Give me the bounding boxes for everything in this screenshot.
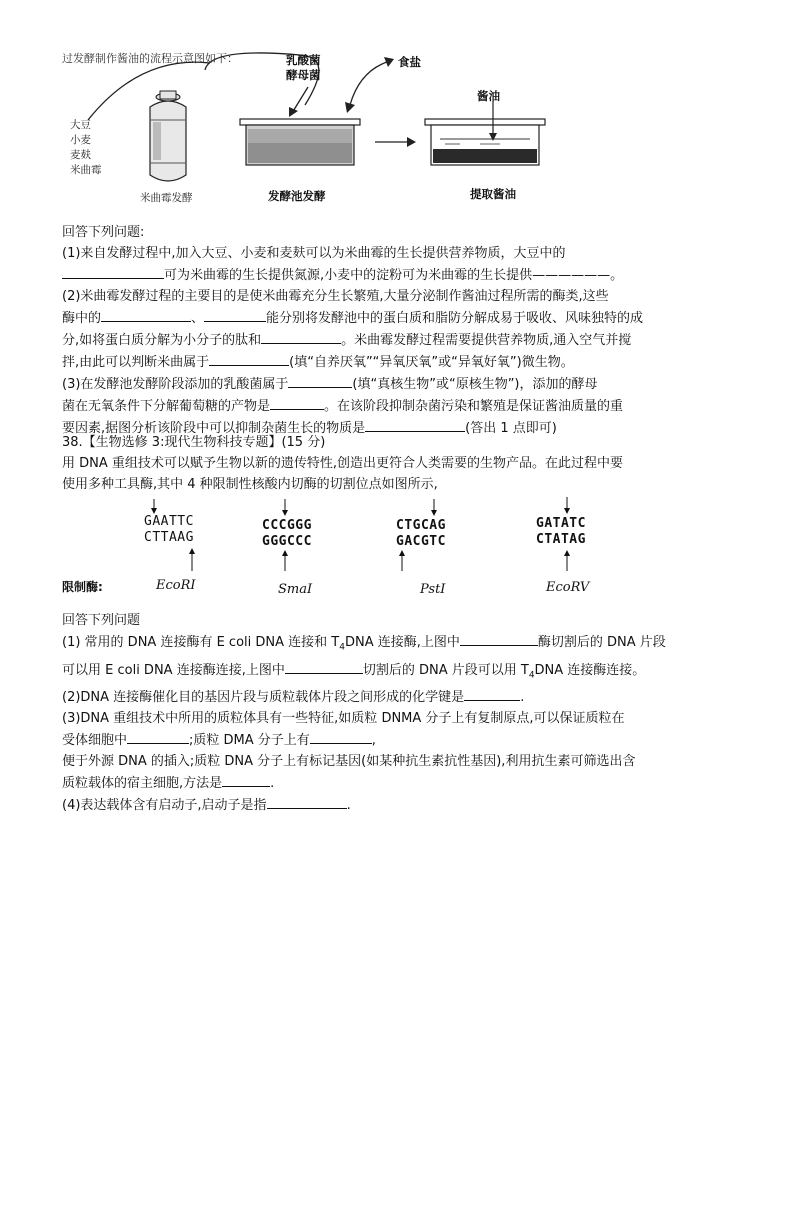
answer-blank[interactable] [204, 307, 266, 322]
q37-line5: 分,如将蛋白质分解为小分子的肽和 。米曲霉发酵过程需要提供营养物质,通入空气并搅 [62, 329, 762, 351]
seq-bottom: GGGCCC [262, 534, 312, 549]
answer-blank[interactable] [464, 686, 520, 701]
seq-top: GATATC [536, 516, 586, 531]
question-37 [62, 222, 762, 439]
q38-a7: 质粒载体的宿主细胞,方法是 . [62, 772, 762, 794]
q38-title: 38.【生物选修 3:现代生物科技专题】(15 分) [62, 435, 326, 450]
answer-blank[interactable] [288, 373, 352, 388]
answer-blank[interactable] [209, 351, 289, 366]
q37-line1: (1)来自发酵过程中,加入大豆、小麦和麦麸可以为米曲霉的生长提供营养物质，大豆中的 [62, 246, 566, 261]
seq-bottom: CTTAAG [144, 530, 194, 545]
enzyme-prefix: 限制酶: [62, 580, 103, 594]
input-wheat: 小麦 [70, 134, 91, 146]
q38-para1: 用 DNA 重组技术可以赋予生物以新的遗传特性,创造出更符合人类需要的生物产品。在此过程中要 [62, 456, 624, 471]
q37-line9: 要因素,据图分析该阶段中可以抑制杂菌生长的物质是 (答出 1 点即可) [62, 417, 762, 439]
answer-blank[interactable] [127, 729, 189, 744]
q37-line6: 拌,由此可以判断米曲属于 (填“自养厌氧”“异氧厌氧”或“异氧好氧”)微生物。 [62, 351, 762, 373]
answer-blank[interactable] [101, 307, 191, 322]
answer-blank[interactable] [261, 329, 341, 344]
answer-blank[interactable] [222, 772, 270, 787]
q37-intro: 回答下列问题: [62, 225, 145, 240]
seq-bottom: GACGTC [396, 534, 446, 549]
pool-label: 发酵池发酵 [268, 189, 326, 203]
question-38-body [62, 610, 762, 816]
input-soybean: 大豆 [70, 119, 91, 131]
seq-top: CCCGGG [262, 518, 312, 533]
q37-line7: (3)在发酵池发酵阶段添加的乳酸菌属于 (填“真核生物”或“原核生物”)，添加的酵母 [62, 373, 762, 395]
answer-blank[interactable] [285, 659, 363, 674]
ferment-label: 米曲霉发酵 [140, 192, 193, 204]
fermenter-tank [150, 91, 186, 181]
q38-a4: (3)DNA 重组技术中所用的质粒体具有一些特征,如质粒 DNMA 分子上有复制原点,可以保证质粒在 [62, 711, 625, 727]
seq-top: CTGCAG [396, 518, 446, 533]
q38-a3: (2)DNA 连接酶催化目的基因片段与质粒载体片段之间形成的化学键是 . [62, 686, 762, 708]
extract-label: 提取酱油 [470, 187, 516, 201]
answer-blank[interactable] [310, 729, 372, 744]
salt-label: 食盐 [398, 55, 421, 69]
answer-blank[interactable] [270, 395, 324, 410]
q38-a6: 便于外源 DNA 的插入;质粒 DNA 分子上有标记基因(如某种抗生素抗性基因),利用抗生素可筛选出含 [62, 754, 636, 770]
question-38-header [62, 432, 762, 495]
input-aspergillus: 米曲霉 [70, 164, 102, 176]
microbe-lactic: 乳酸菌 [286, 53, 321, 67]
answer-blank[interactable] [460, 631, 538, 646]
fermentation-pool [240, 119, 360, 165]
enzyme-name-psti: PstI [420, 582, 446, 597]
q38-a5: 受体细胞中 ;质粒 DMA 分子上有 , [62, 729, 762, 751]
q38-intro: 回答下列问题 [62, 613, 141, 628]
microbe-yeast: 酵母菌 [286, 68, 321, 82]
answer-blank[interactable] [62, 264, 164, 279]
q38-a1: (1) 常用的 DNA 连接酶有 E coli DNA 连接和 $T_4DNA$ 连接酶,上图中 酶切割后的 DNA 片段 [62, 631, 762, 659]
q38-para2: 使用多种工具酶,其中 4 种限制性核酸内切酶的切割位点如图所示, [62, 477, 438, 492]
seq-top: GAATTC [144, 514, 194, 529]
q37-line4: 酶中的 、 能分别将发酵池中的蛋白质和脂防分解成易于吸收、风味独特的成 [62, 307, 762, 329]
answer-blank[interactable] [267, 794, 347, 809]
q38-a2: 可以用 E coli DNA 连接酶连接,上图中 切割后的 DNA 片段可以用 $T_4DNA$ 连接酶连接。 [62, 659, 762, 687]
q37-line8: 菌在无氧条件下分解葡萄糖的产物是 。在该阶段抑制杂菌污染和繁殖是保证酱油质量的重 [62, 395, 762, 417]
q38-a8: (4)表达载体含有启动子,启动子是指 . [62, 794, 762, 816]
cut-site-arrows [140, 495, 620, 575]
extraction-tank [425, 101, 545, 165]
enzyme-name-smai: SmaI [278, 582, 313, 597]
q37-line2: 可为米曲霉的生长提供氮源,小麦中的淀粉可为米曲霉的生长提供——————。 [62, 264, 762, 286]
enzyme-name-ecorv: EcoRV [546, 580, 590, 595]
seq-bottom: CTATAG [536, 532, 586, 547]
q37-line3: (2)米曲霉发酵过程的主要目的是使米曲霉充分生长繁殖,大量分泌制作酱油过程所需的酶类,这些 [62, 289, 609, 304]
enzyme-name-ecori: EcoRI [156, 578, 196, 593]
answer-blank[interactable] [365, 417, 465, 432]
soy-label: 酱油 [477, 89, 500, 103]
input-list [70, 118, 102, 178]
figure-caption: 过发酵制作酱油的流程示意图如下： [62, 52, 238, 65]
microbes-label [286, 53, 321, 83]
input-bran: 麦麸 [70, 149, 91, 161]
